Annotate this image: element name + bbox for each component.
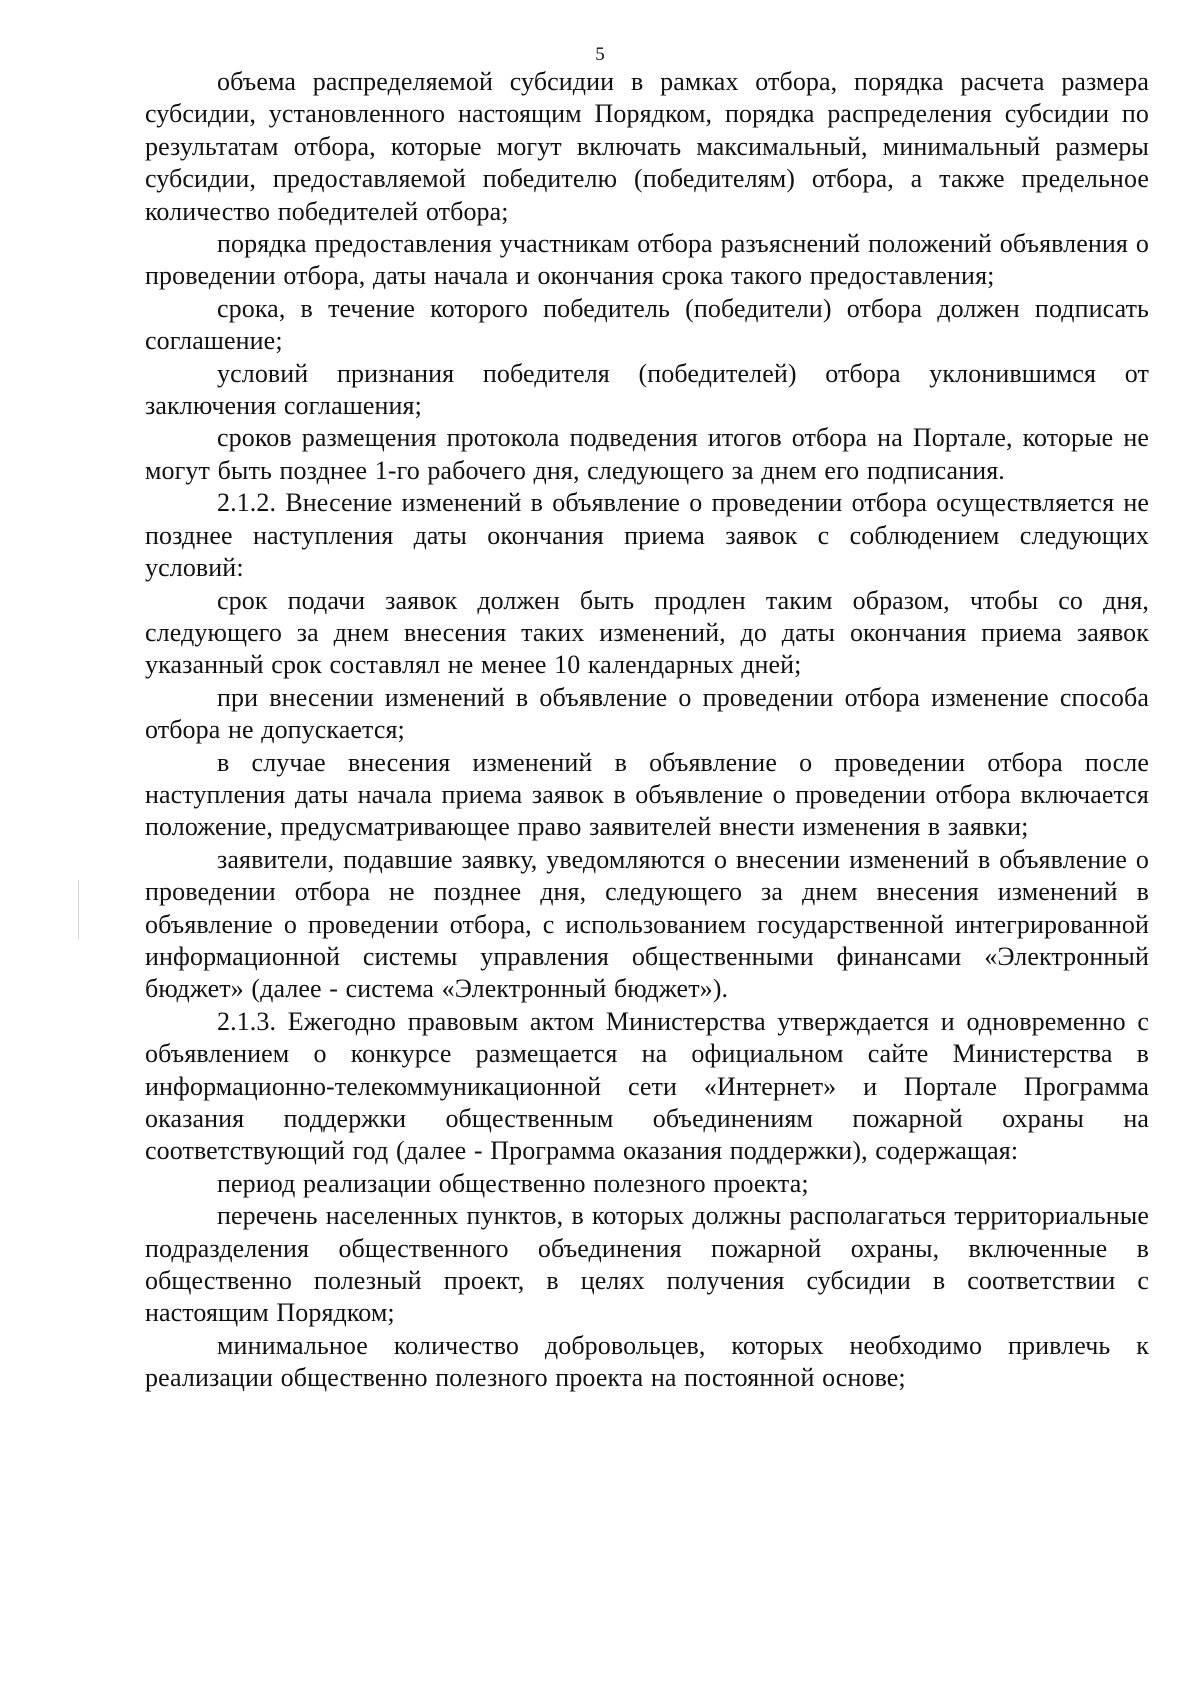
paragraph: при внесении изменений в объявление о проведении отбора изменение способа отбора не допускается; — [145, 682, 1149, 745]
paragraph: срок подачи заявок должен быть продлен таким образом, чтобы со дня, следующего за днем внесения таких изменений, до даты окончания приема заявок указанный срок составлял не менее 10 календарных дней; — [145, 585, 1149, 680]
paragraph: перечень населенных пунктов, в которых должны располагаться территориальные подразделения общественного объединения пожарной охраны, включенные в общественно полезный проект, в целях получения субсидии в соответствии с настоящим Порядком; — [145, 1201, 1149, 1328]
document-body — [145, 66, 1149, 1395]
paragraph: сроков размещения протокола подведения итогов отбора на Портале, которые не могут быть позднее 1-го рабочего дня, следующего за днем его подписания. — [145, 423, 1149, 485]
paragraph: срока, в течение которого победитель (победители) отбора должен подписать соглашение; — [145, 293, 1149, 356]
paragraph-section-2-1-3: 2.1.3. Ежегодно правовым актом Министерства утверждается и одновременно с объявлением о конкурсе размещается на официальном сайте Министерства в информационно-телекоммуникационной сети «Интернет» и Портале Программа оказания поддержки общественным объединениям пожарной охраны на соответствующий год (далее - Программа оказания поддержки), содержащая: — [145, 1006, 1149, 1166]
paragraph: объема распределяемой субсидии в рамках отбора, порядка расчета размера субсидии, установленного настоящим Порядком, порядка распределения субсидии по результатам отбора, которые могут включать максимальный, минимальный размеры субсидии, предоставляемой победителю (победителям) отбора, а также предельное количество победителей отбора; — [145, 67, 1149, 226]
paragraph: в случае внесения изменений в объявление о проведении отбора после наступления даты начала приема заявок в объявление о проведении отбора включается положение, предусматривающее право заявителей внести изменения в заявки; — [145, 747, 1149, 842]
paragraph: заявители, подавшие заявку, уведомляются о внесении изменений в объявление о проведении отбора не позднее дня, следующего за днем внесения изменений в объявление о проведении отбора, с использованием государственной интегрированной информационной системы управления общественными финансами «Электронный бюджет» (далее - система «Электронный бюджет»). — [145, 844, 1149, 1004]
paragraph: период реализации общественно полезного проекта; — [217, 1168, 809, 1198]
paragraph-section-2-1-2: 2.1.2. Внесение изменений в объявление о проведении отбора осуществляется не позднее наступления даты окончания приема заявок с соблюдением следующих условий: — [145, 488, 1149, 583]
paragraph: условий признания победителя (победителей) отбора уклонившимся от заключения соглашения; — [145, 358, 1149, 421]
paragraph: порядка предоставления участникам отбора разъяснений положений объявления о проведении отбора, даты начала и окончания срока такого предоставления; — [145, 229, 1149, 291]
scan-margin-mark — [78, 880, 79, 940]
page-number: 5 — [595, 44, 605, 65]
paragraph: минимальное количество добровольцев, которых необходимо привлечь к реализации общественно полезного проекта на постоянной основе; — [145, 1330, 1149, 1393]
